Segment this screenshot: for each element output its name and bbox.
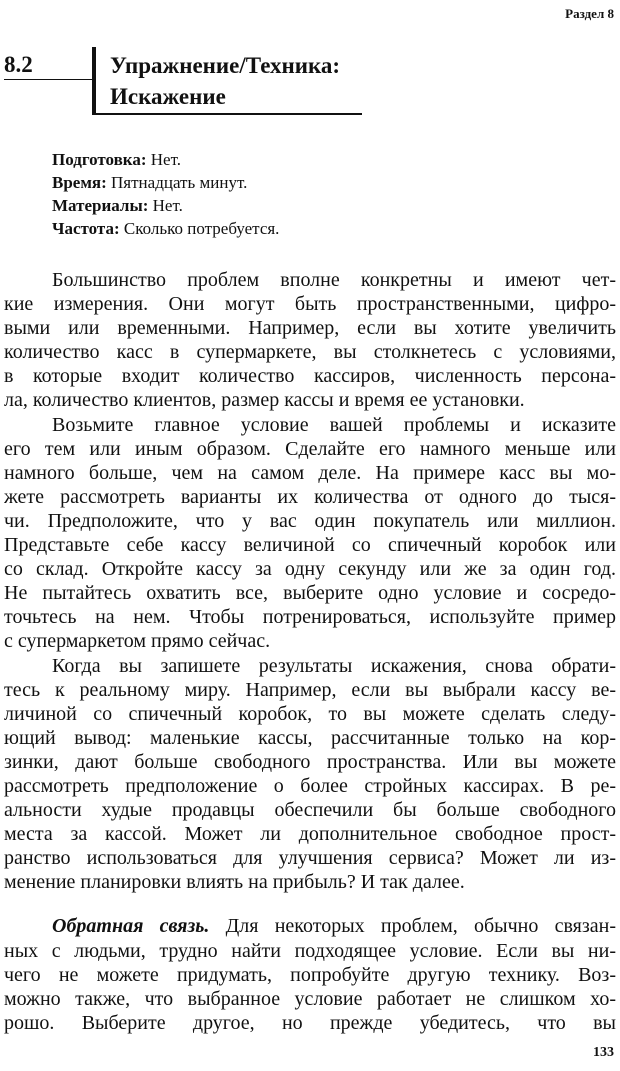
text-line: Не пытайтесь охватить все, выберите одно условие и сосредо- [4,582,616,605]
section-number: 8.2 [4,52,33,77]
meta-value: Сколько потребуется. [123,219,280,238]
text-line: места за кассой. Может ли дополнительное свободное прост- [4,823,616,846]
text-line: рассмотреть предположение о более стройных кассирах. В ре- [4,774,616,797]
exercise-meta [52,148,279,240]
text-line: ющий вывод: маленькие кассы, рассчитанные только на кор- [4,726,616,749]
paragraph-intro [4,268,616,413]
paragraph-results [4,654,616,895]
text-line: Большинство проблем вполне конкретны и имеют чет- [52,269,616,291]
text-line: жете рассмотреть варианты их количества от одного до тыся- [4,485,616,508]
exercise-title [110,50,340,112]
text-line: Представьте себе кассу величиной со спичечный коробок или [4,534,616,557]
text-line: выми или временными. Например, если вы хотите увеличить [4,317,616,340]
feedback-label: Обратная связь. [52,915,210,938]
text-line: личиной со спичечный коробок, то вы можете сделать следу- [4,702,616,725]
meta-label: Время: [52,173,107,192]
text-line: количество касс в супермаркете, вы столкнетесь с условиями, [4,341,616,364]
paragraph-distortion [4,413,616,654]
meta-label: Частота: [52,219,120,238]
meta-value: Пятнадцать минут. [111,173,248,192]
text-line: зинки, дают больше свободного пространства. Или вы можете [4,750,616,773]
text-line: точьтесь на нем. Чтобы потренироваться, используйте пример [4,606,616,629]
text-line: менение планировки влиять на прибыль? И так далее. [4,871,465,894]
meta-preparation [52,148,279,171]
text-line: намного больше, чем на самом деле. На примере касс вы мо- [4,461,616,484]
text-line: его тем или иным образом. Сделайте его намного меньше или [4,437,616,460]
text-line: в которые входит количество кассиров, численность персона- [4,365,616,388]
text-line: альности худые продавцы обеспечили бы больше свободного [4,799,616,822]
text-line: чего не можете придумать, попробуйте другую технику. Воз- [4,963,616,986]
text-line: тесь к реальному миру. Например, если вы выбрали кассу ве- [4,678,616,701]
text-line: чи. Предположите, что у вас один покупатель или миллион. [4,509,616,532]
feedback-text: Для некоторых проблем, обычно связан- [225,915,616,938]
meta-label: Подготовка: [52,150,147,169]
text-line: со склад. Откройте кассу за одну секунду или же за один год. [4,558,616,581]
text-line: с супермаркетом прямо сейчас. [4,630,271,653]
text-line: рошо. Выберите другое, но прежде убедитесь, что вы [4,1011,616,1034]
text-line: ранство использоваться для улучшения сервиса? Может ли из- [4,847,616,870]
exercise-title-line-1: Упражнение/Техника: [110,53,341,78]
section-header: Раздел 8 [565,6,614,21]
exercise-title-line-2: Искажение [110,84,226,109]
text-line [4,914,616,938]
page-number: 133 [593,1045,614,1060]
text-line: ных с людьми, трудно найти подходящее условие. Если вы ни- [4,939,616,962]
text-line: Когда вы запишете результаты искажения, снова обрати- [52,654,616,677]
text-line: можно также, что выбранное условие работает не слишком хо- [4,987,616,1010]
paragraph-gap [4,894,616,914]
body-text [4,268,616,1035]
meta-frequency [52,217,279,240]
text-line: ла, количество клиентов, размер кассы и время ее установки. [4,389,525,412]
meta-label: Материалы: [52,196,149,215]
meta-materials [52,194,279,217]
paragraph-feedback [4,914,616,1034]
text-line: кие измерения. Они могут быть пространственными, цифро- [4,293,616,316]
meta-value: Нет. [152,196,183,215]
title-vertical-rule [92,47,96,115]
meta-value: Нет. [150,150,181,169]
title-horizontal-rule [92,113,362,115]
meta-time [52,171,279,194]
text-line: Возьмите главное условие вашей проблемы и исказите [52,413,616,436]
section-number-underline [4,79,92,80]
